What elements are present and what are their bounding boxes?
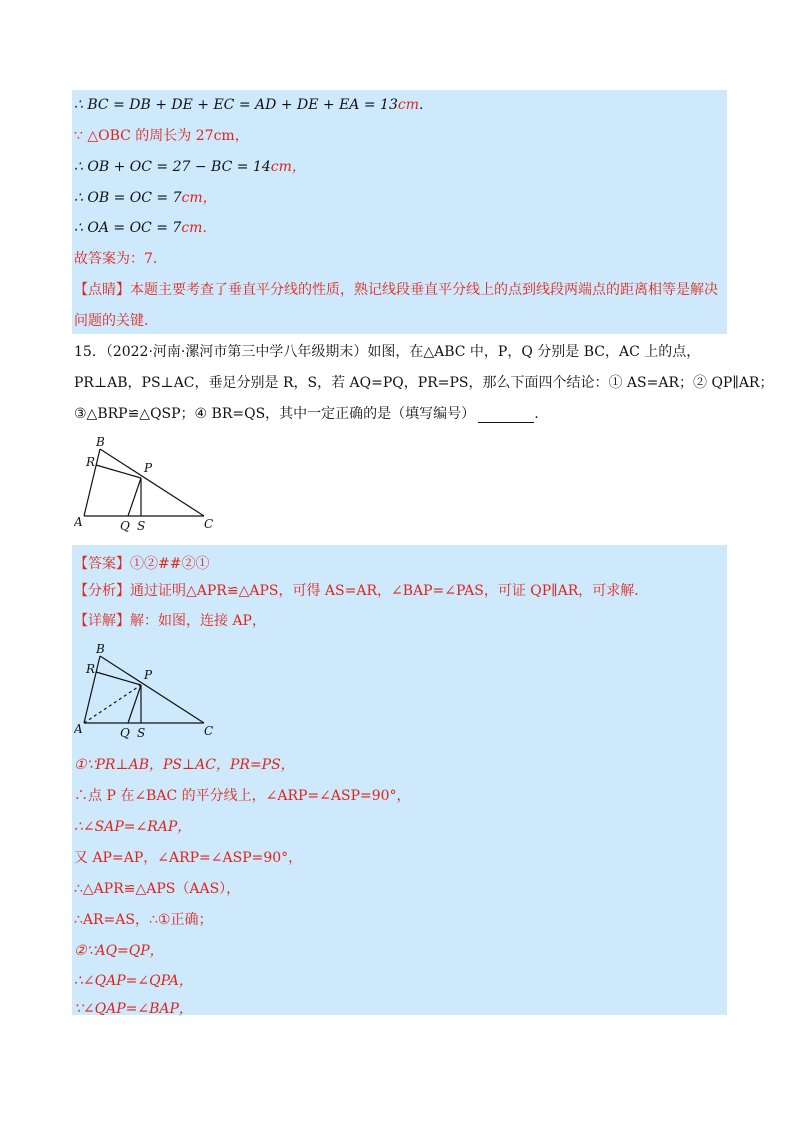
label-S: S <box>137 726 146 740</box>
step-line-9: ∵∠QAP=∠BAP， <box>74 1001 193 1017</box>
label-B: B <box>96 643 105 656</box>
text-line-3: ∴ OB + OC = 27 − BC = 14cm， <box>74 159 306 175</box>
answer-line: 故答案为：7． <box>74 251 167 267</box>
label-P: P <box>144 668 153 682</box>
question-line-1: 15．（2022·河南·漯河市第三中学八年级期末）如图，在△ABC 中，P，Q 分别是 BC，AC 上的点， <box>74 344 701 360</box>
label-B: B <box>96 436 105 449</box>
analysis-line: 【分析】通过证明△APR≌△APS，可得 AS=AR，∠BAP=∠PAS，可证 QP∥AR，可求解． <box>74 583 649 599</box>
label-R: R <box>86 662 96 676</box>
text-line-4: ∴ OB = OC = 7cm， <box>74 190 217 206</box>
question-line-2: PR⊥AB，PS⊥AC，垂足分别是 R，S，若 AQ=PQ，PR=PS，那么下面四个结论：① AS=AR；② QP∥AR； <box>74 375 774 391</box>
step-line-6: ∴AR=AS，∴①正确； <box>74 912 213 928</box>
label-R: R <box>86 455 96 469</box>
triangle-figure-1 <box>74 436 214 533</box>
step-line-8: ∴∠QAP=∠QPA， <box>74 973 193 989</box>
text-line-5: ∴ OA = OC = 7cm. <box>74 220 207 236</box>
label-S: S <box>137 519 146 533</box>
answer-tag-line: 【答案】①②##②① <box>74 556 210 572</box>
label-C: C <box>204 517 214 531</box>
detail-line: 【详解】解：如图，连接 AP， <box>74 613 266 629</box>
text-line-2: ∵ △OBC 的周长为 27cm， <box>74 128 249 144</box>
label-A: A <box>74 515 83 529</box>
answer-blank <box>478 410 534 423</box>
label-A: A <box>74 722 83 736</box>
step-line-2: ∴点 P 在∠BAC 的平分线上，∠ARP=∠ASP=90°， <box>74 788 411 804</box>
question-line-3: ③△BRP≌△QSP；④ BR=QS，其中一定正确的是（填写编号） . <box>74 406 539 422</box>
note-line-1: 【点睛】本题主要考查了垂直平分线的性质，熟记线段垂直平分线上的点到线段两端点的距离相等是解决 <box>74 282 718 298</box>
text-line-1: ∴ BC = DB + DE + EC = AD + DE + EA = 13cm. <box>74 97 424 113</box>
step-line-3: ∴∠SAP=∠RAP， <box>74 819 192 835</box>
label-Q: Q <box>120 726 130 740</box>
label-P: P <box>144 461 153 475</box>
label-Q: Q <box>120 519 130 533</box>
triangle-figure-2 <box>74 643 214 740</box>
note-line-2: 问题的关键． <box>74 313 158 329</box>
step-line-1: ①∵PR⊥AB，PS⊥AC，PR=PS， <box>74 757 295 773</box>
step-line-7: ②∵AQ=QP， <box>74 943 164 959</box>
label-C: C <box>204 724 214 738</box>
step-line-4: 又 AP=AP，∠ARP=∠ASP=90°， <box>74 850 303 866</box>
step-line-5: ∴△APR≌△APS（AAS）， <box>74 881 241 897</box>
